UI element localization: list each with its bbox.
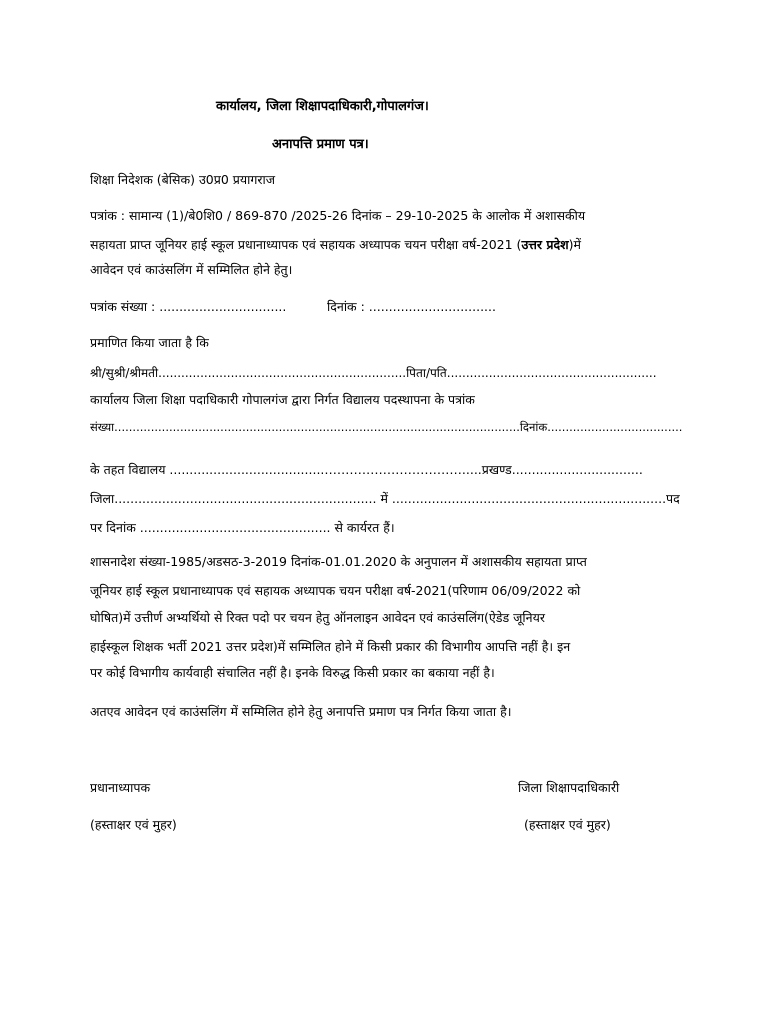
office-heading: कार्यालय, जिला शिक्षापदाधिकारी,गोपालगंज। xyxy=(216,99,429,114)
letter-number-field: पत्रांक संख्या : ................................ xyxy=(90,299,287,314)
reference-line-2-pre: सहायता प्राप्त जूनियर हाई स्कूल प्रधानाध्यापक एवं सहायक अध्यापक चयन परीक्षा वर्ष-2021 ( xyxy=(90,237,522,252)
working-since-field: पर दिनांक ................................................ से कार्यरत हैं। xyxy=(90,520,395,535)
body-line-2: जूनियर हाई स्कूल प्रधानाध्यापक एवं सहायक अध्यापक चयन परीक्षा वर्ष-2021(परिणाम 06/09/2022 को xyxy=(90,583,581,598)
headmaster-signature-note: (हस्ताक्षर एवं मुहर) xyxy=(90,817,177,832)
body-line-3: घोषित)में उत्तीर्ण अभ्यर्थियो से रिक्त पदो पर चयन हेतु ऑनलाइन आवेदन एवं काउंसलिंग(ऐडेड जूनियर xyxy=(90,610,545,625)
body-line-4: हाईस्कूल शिक्षक भर्ती 2021 उत्तर प्रदेश)में सम्मिलित होने में किसी प्रकार की विभागीय आपत्ति नहीं है। इन xyxy=(90,639,571,654)
name-father-field: श्री/सुश्री/श्रीमती.................................................................पिता/पति....................................................... xyxy=(90,366,657,380)
reference-line-2 xyxy=(90,236,581,253)
letter-date-field: दिनांक : ................................ xyxy=(327,299,496,314)
posting-number-field: संख्या...............................................................................................................दिनांक..................................... xyxy=(90,420,683,434)
headmaster-title: प्रधानाध्यापक xyxy=(90,780,151,795)
body-line-6: अतएव आवेदन एवं काउंसलिंग में सम्मिलित होने हेतु अनापत्ति प्रमाण पत्र निर्गत किया जाता है। xyxy=(90,704,512,719)
body-line-5: पर कोई विभागीय कार्यवाही संचालित नहीं है। इनके विरुद्ध किसी प्रकार का बकाया नहीं है। xyxy=(90,665,495,680)
deo-signature-note: (हस्ताक्षर एवं मुहर) xyxy=(524,817,611,832)
deo-title: जिला शिक्षापदाधिकारी xyxy=(518,780,620,795)
district-post-field: जिला.................................................................. में .....................................................................पद xyxy=(90,491,680,506)
reference-line-2-post: )में xyxy=(568,237,581,252)
certificate-title: अनापत्ति प्रमाण पत्र। xyxy=(272,137,369,152)
posting-office-line: कार्यालय जिला शिक्षा पदाधिकारी गोपालगंज द्वारा निर्गत विद्यालय पदस्थापना के पत्रांक xyxy=(90,392,475,407)
body-line-1: शासनादेश संख्या-1985/अडसठ-3-2019 दिनांक-01.01.2020 के अनुपालन में अशासकीय सहायता प्राप्त xyxy=(90,554,587,569)
school-block-field: के तहत विद्यालय .......................................…………………………….....प्रखण्ड................................. xyxy=(90,462,643,477)
certify-intro: प्रमाणित किया जाता है कि xyxy=(90,335,209,350)
reference-line-3: आवेदन एवं काउंसलिंग में सम्मिलित होने हेतु। xyxy=(90,262,293,277)
addressee: शिक्षा निदेशक (बेसिक) उ0प्र0 प्रयागराज xyxy=(90,172,276,187)
reference-line-2-bold: उत्तर प्रदेश xyxy=(521,237,569,252)
reference-line-1: पत्रांक : सामान्य (1)/बे0शि0 / 869-870 /2025-26 दिनांक – 29-10-2025 के आलोक में अशासकीय xyxy=(90,208,586,223)
